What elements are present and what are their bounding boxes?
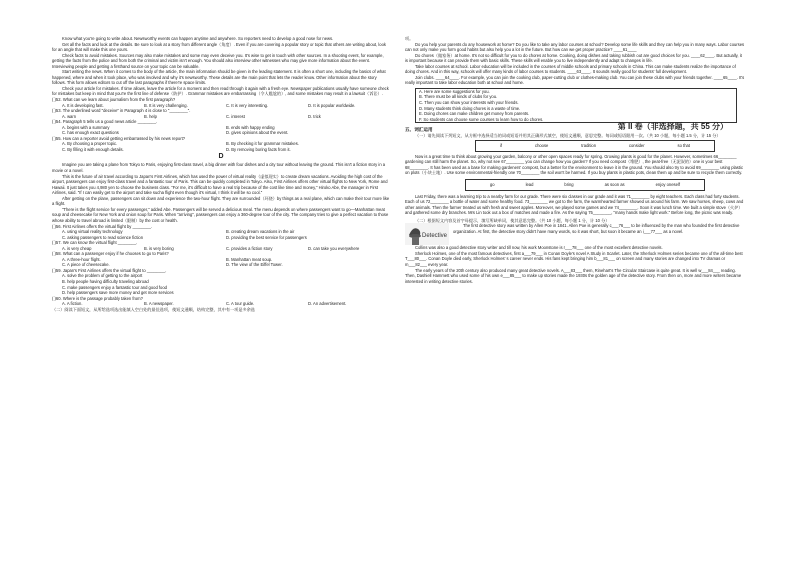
word-option: tradition: [581, 143, 597, 149]
detective-para-3: Sherlock Holmes, one of the most famous detectives, first a___79___ in Conan Doyle's novel A Study in Scarlet. Later, the Sherlock Holmes series became one of the all-time best T___80___. Conan Doyle died early, Sherlock Holmes' s career never ends. His fans kept bringing him b___81___ on screen and many stories are changed into TV dramas or m___82___ every year.: [405, 250, 743, 267]
answer-option[interactable]: B. Manhattan meat soup.: [226, 256, 273, 262]
answer-option[interactable]: C. make passengers enjoy a fantastic tour and good food: [62, 284, 167, 290]
paragraph: Take labor courses at school. Labor education will be included in the courses of middle schools and primary schools in China. This can make students realize the importance of doing chores. And in this way, schools will offer many kinds of labor courses to students. ____63____. It sounds really good for students' full development.: [405, 63, 736, 75]
word-option: bring: [564, 182, 574, 188]
paragraph: Get all the facts and look at the details. Be sure to look at a story from different angle（角度）. Even if you are covering a popular story or topic that others are writing about, look for an angle that will make this one yours.: [52, 41, 386, 53]
answer-option[interactable]: D. can take you everywhere: [308, 245, 360, 251]
answer-option[interactable]: B. A newspaper.: [144, 301, 174, 307]
passage-d-label: D: [218, 153, 224, 161]
word-option: enjoy oneself: [655, 182, 680, 188]
options-box: [415, 88, 737, 131]
word-option: choose: [535, 143, 549, 149]
answer-option[interactable]: D. trick: [308, 113, 321, 119]
answer-option[interactable]: B. By checking it for grammar mistakes.: [226, 141, 299, 147]
word-option: lead: [525, 182, 534, 188]
answer-option[interactable]: D. By removing boring facts from it.: [226, 146, 291, 152]
word-option: as soon as: [604, 182, 625, 188]
answer-option[interactable]: A. warn: [62, 113, 77, 119]
option-line: E. Doing chores can make children get money from parents.: [419, 111, 530, 117]
option-line: C. Then you can show your interests with your friends.: [419, 100, 519, 106]
option-line: F. So students can choose some courses to learn how to do chores.: [419, 116, 544, 122]
answer-option[interactable]: C. interest: [226, 113, 245, 119]
answer-option[interactable]: B. help: [144, 113, 157, 119]
question-stem: ( )52. What can we learn about journalism from the first paragraph?: [52, 97, 176, 103]
answer-option[interactable]: D. providing the best service for passengers: [226, 234, 307, 240]
answer-option[interactable]: D. The view of the Eiffel Tower.: [226, 262, 283, 268]
answer-option[interactable]: D. gives opinions about the event.: [226, 130, 289, 136]
paragraph: Join clubs. ____64____. For example, you can join the cooking club, paper-cutting club or clothes-making club. You can join these clubs with your friends together. ____65____. It's really important to take labor education both at school and home.: [405, 74, 745, 86]
vocab-passage-2: Last Friday, there was a learning trip to a nearby farm for our grade. There were six classes in our grade and it was 71________ by eight teachers. Each class had forty students. Each of us 72________ a bottle of water and some healthy food. 73________ we got to the farm, the warmhearted farmer showed us around his farm. We saw horses, sheep, cows and other animals. Then the farmer treated us with fresh and sweet apples. Moreover, we played some games and we 74________. Soon it was lunch time. We built a simple stove（火炉）and gathered some dry branches. Mrs Lin took out a box of matches and made a fire. As the saying 75________, "many hands make light work." Before long, the picnic was ready.: [405, 193, 744, 216]
question-stem: ( )53. The underlined word "deceive" in Paragraph 4 is close to "________".: [52, 108, 191, 114]
answer-option[interactable]: B. ends with happy ending: [226, 124, 275, 130]
section-e-instructions: （二）阅读下面短文，从所给选项选出能填入空白处的最佳选项，使短文通顺，结构完整，其中有一项是多余选: [52, 306, 255, 312]
paragraph: Do you help your parents do any housework at home? Do you like to take any labor courses at school? Develop some life skills and they can help you in many ways. Labor courses can not only make you form good habits but also help you a lot in the future. But how can we get proper practice? ____61____: [405, 41, 745, 53]
questions-c: [52, 97, 390, 152]
answer-option[interactable]: A. A three-hour flight.: [62, 256, 101, 262]
part-two-heading: 第 II 卷（非选择题，共 55 分）: [617, 121, 728, 131]
word-option: so that: [677, 143, 690, 149]
word-box-2: [465, 179, 705, 191]
question-stem: ( )59. Japan's First Airlines offers the virtual flight to ________.: [52, 267, 167, 273]
detective-para-2: Collins was also a good detective story writer and till now, his work Moonstone is r___78___ one of the most excellent detective novels.: [415, 245, 663, 251]
paragraph: Check facts to avoid mistakes. Sources may also make mistakes and some may even deceive you. It's wise to get in touch with other sources. In a shooting event, for example, getting the facts from the police and from both the criminal and victim isn't enough. You should also interview other witnesses who may give more information about the event. Interviewing people and getting a firsthand source on your topic can be valuable.: [52, 52, 384, 69]
passage-e: [405, 42, 745, 86]
option-line: B. There must be all kinds of clubs for you.: [419, 94, 498, 100]
answer-option[interactable]: A. solve the problem of getting to the airport: [62, 273, 143, 279]
question-stem: ( )54. Paragraph 5 tells us a good news article ________.: [52, 119, 158, 125]
answer-option[interactable]: A. A fiction.: [62, 301, 83, 307]
answer-option[interactable]: C. It is very interesting.: [226, 102, 269, 108]
paragraph: Imagine you are taking a plane from Tokyo to Paris, enjoying first-class travel, a big dinner with four dishes and a city tour without leaving the ground. This isn't a fiction story in a movie or a novel.: [52, 162, 386, 174]
paragraph: Do chores（做家务）at home. It's not so difficult for you to do chores at home. Cooking, doing dishes and taking rubbish out are good choices for you. ____62____. But actually, it is important because it can provide them with basic skills. These skills will enable you to live independently and adapt to changes in life.: [405, 52, 742, 64]
answer-option[interactable]: B. help people having difficulty traveling abroad: [62, 278, 149, 284]
word-option: if: [500, 143, 503, 149]
answer-option[interactable]: D. It is popular worldwide.: [308, 102, 356, 108]
question-stem: ( )58. What can a passenger enjoy if he chooses to go to Paris?: [52, 251, 169, 257]
vocab-part2-instructions: （二）根据短文内容及首字母提示，填写所缺单词，使其意思完整。（共 10 小题，每小题 1 分，计 10 分）: [415, 217, 610, 223]
paragraph: Know what you're going to write about. Newsworthy events can happen anytime and anywhere. So reporters need to develop a good nose for news.: [62, 36, 334, 41]
answer-option[interactable]: D. An advertisement.: [308, 301, 347, 307]
answer-option[interactable]: C. A piece of cheesecake.: [62, 262, 110, 268]
question-stem: ( )60. Where is the passage probably taken from?: [52, 295, 143, 301]
answer-option[interactable]: C. A tour guide.: [226, 301, 255, 307]
detective-illustration: [405, 223, 449, 245]
answer-option[interactable]: C. has enough exact questions: [62, 130, 119, 136]
question-stem: ( )55. How can a reporter avoid getting embarrassed by his news report?: [52, 135, 186, 141]
answer-option[interactable]: A. using virtual reality technology: [62, 229, 123, 235]
word-box-1: [475, 140, 715, 152]
option-line: D. Many students think doing chores is a waste of time.: [419, 105, 521, 111]
left-column: [52, 36, 390, 312]
paragraph: Start writing the news. When it comes to the body of the article, the main information should be given in the leading statement. It is often a short one, including the basics of what happened, where and when it took place, who was involved and why it's newsworthy. These details are the main point that lets the reader know. Other information about the story follows. This form allows editors to cut off the last paragraphs if there're space limits.: [52, 69, 386, 86]
detective-para-4: The early years of the 20th century also produced many great detective novels. A___83___ them, Rinehart's The Circular Staircase is quite great. It is well w___84___ reading. Then, Dashiell Hammett who used some of his own e___85___ to make up stories made the 1930s the golden age of the detective story. From then on, more and more writers became interested in writing detective stories.: [405, 267, 742, 284]
answer-option[interactable]: C. By filling it with enough details.: [62, 146, 124, 152]
detective-para-1: The first detective story was written by Allen Poe in 1841. Allen Poe is generally c___76___ to be influenced by the man who founded the first detective organization. At first, the detective story didn't have many words, so it was short, but soon it became an i___77___ as a novel.: [453, 223, 740, 234]
paragraph: "There is the flight service for every passenger," added Abe. Passengers will be served a delicious meal. The menu depends on where passengers want to go—Manhattan meat soup and cheesecake for New York and onion soup for Paris. When "arriving", passengers can enjoy a 360-degree tour of the city. The company tries to give a perfect vacation to those whose ability to travel abroad is limited（限制）by the cost or health.: [52, 206, 389, 223]
paragraph: This is the future of air travel according to Japan's First Airlines, which has used the power of virtual reality（虚拟现实）to create dream vacations. Avoiding the high cost of the airport, passengers can enjoy first-class travel and a fantastic tour of Paris. This can be quickly completed in Tokyo. Also, First Airlines offers other virtual flights to New York, Rome and Hawaii. It just takes you 4,980 yen to choose the business class. "For me, it's difficult to have a real trip because of the cost like time and money," Hiroko Abe, the manager in First Airlines, said. "If I can easily get to the airport and take sucha flight even though it's virtual, I think it will be so cool.": [52, 173, 388, 196]
answer-option[interactable]: B. creating dream vacations in the air: [226, 229, 295, 235]
detective-icon: [405, 223, 449, 245]
answer-option[interactable]: D. help passengers save more money and get more services: [62, 290, 174, 296]
answer-option[interactable]: C. asking passengers to read science fiction: [62, 234, 144, 240]
answer-option[interactable]: C. provides a fiction story: [226, 245, 273, 251]
right-column: [405, 36, 745, 284]
answer-option[interactable]: B. is very boring: [144, 245, 174, 251]
answer-option[interactable]: A. By choosing a proper topic.: [62, 141, 118, 147]
question-stem: ( )57. We can know the virtual flight ________.: [52, 240, 138, 246]
vocab-part1-instructions: （一）请先阅读下列短文，从方框中选择适当的词或短语并用其正确形式填空，使短文通顺，意思完整。每词或短语限用一次。（共 10 小题，每小题 1.5 分，计 15 分）: [415, 132, 721, 138]
passage-d: [52, 162, 390, 223]
word-option: go: [490, 182, 495, 188]
passage-c: [52, 36, 390, 97]
detective-label: Detective: [422, 233, 448, 240]
answer-option[interactable]: A. It is developing fast.: [62, 102, 104, 108]
word-option: consider: [628, 143, 645, 149]
paragraph: Check your article for mistakes. If time allows, leave the article for a moment and then read through it again with a fresh eye. Newspaper publications usually have someone check for mistakes but keep in mind that you're the first line of defense（防护）. Grammar mistakes are embarrassing（令人尴尬的）, and some mistakes may result in a lawsuit（诉讼）.: [52, 85, 389, 97]
paragraph: After getting on the plane, passengers can sit down and experience the two-hour flight. They are surrounded（环绕）by things as a real plane, which can make their tour more like a flight.: [52, 195, 390, 207]
questions-d: [52, 224, 390, 307]
answer-option[interactable]: A. is very cheap: [62, 245, 92, 251]
vocab-passage-1: Now is a great time to think about growing your garden, balcony or other open spaces ready for spring. Growing plants is good for the planet. However, sometimes 66________ gardening can still harm the planet. So, why not see 67________ you can change how you garden? If you need compost（堆肥）, the peat-free（无泥炭的）one is your best 68________. It has been used as a base for making gardeners' compost, but a better for the environment to leave it in the ground. You should also try to avoid 69________ using plastic on plots（小块土地）. Use some environmental-friendly one 70________ the soil won't be harmed. If you buy plants in plastic pots, clean them up and be sure to recycle them correctly.: [405, 153, 744, 176]
answer-option[interactable]: A. begins with a summary: [62, 124, 110, 130]
question-stem: ( )56. First Airlines offers the virtual flight by ________.: [52, 223, 153, 229]
vocab-section-title: 五、词汇运用: [405, 127, 433, 133]
option-line: A. Here are some suggestions for you.: [419, 88, 490, 94]
answer-option[interactable]: B. It is very challenging.: [144, 102, 188, 108]
section-e-instructions-cont: 项。: [405, 36, 414, 41]
